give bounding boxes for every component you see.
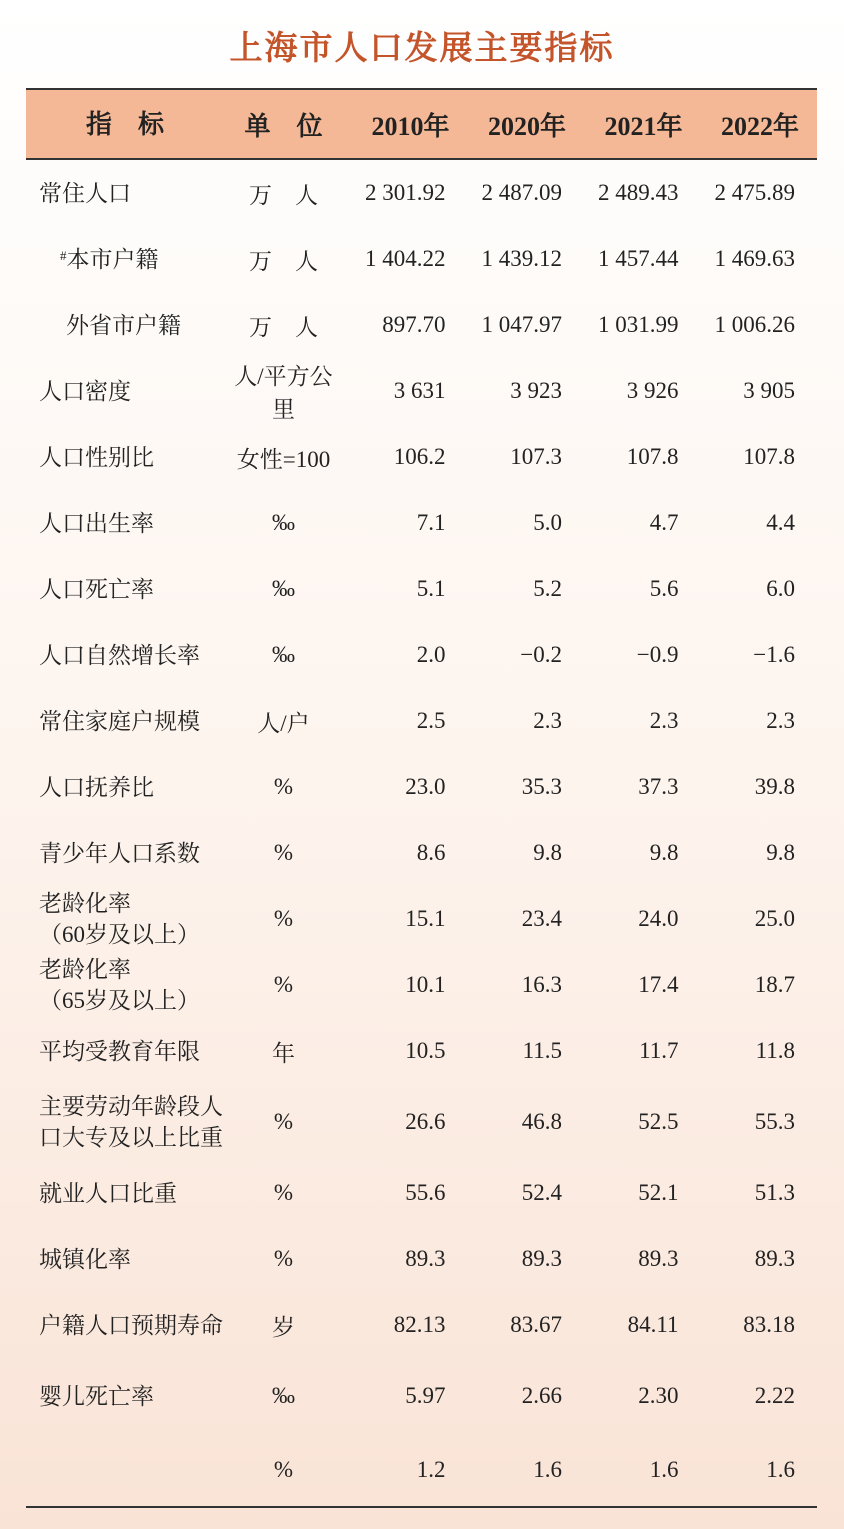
row-value: 39.8 (754, 774, 795, 799)
table-row (26, 820, 817, 886)
row-value: 2.66 (521, 1383, 562, 1408)
row-indicator (26, 1381, 226, 1412)
header-indicator: 指 标 (86, 109, 165, 139)
row-value: 24.0 (638, 906, 679, 931)
row-value: 17.4 (638, 972, 679, 997)
row-unit: 万 人 (249, 314, 318, 340)
row-unit: 人/户 (257, 710, 310, 736)
row-value: 4.7 (649, 510, 679, 535)
row-value: 3 926 (626, 378, 679, 403)
row-value: 15.1 (405, 906, 446, 931)
row-unit: % (273, 906, 294, 931)
row-value: 1.2 (416, 1457, 446, 1482)
row-value: 46.8 (521, 1109, 562, 1134)
row-value: 23.0 (405, 774, 446, 799)
table-header (26, 90, 817, 160)
table-row (26, 1018, 817, 1084)
indicator-name: 人口性别比 (39, 444, 154, 470)
row-value: 4.4 (766, 510, 795, 535)
row-value: 107.8 (743, 444, 795, 469)
row-value: 3 631 (393, 378, 446, 403)
table-row (26, 886, 817, 952)
row-value: 5.2 (533, 576, 562, 601)
row-indicator (26, 838, 226, 869)
row-value: 2.5 (416, 708, 446, 733)
row-value: 9.8 (533, 840, 562, 865)
row-value: 3 923 (510, 378, 562, 403)
row-indicator (26, 1091, 226, 1153)
table-row (26, 556, 817, 622)
row-value: 55.6 (405, 1180, 446, 1205)
row-value: 2.0 (416, 642, 446, 667)
row-indicator (26, 1310, 226, 1341)
row-unit: 年 (272, 1040, 295, 1066)
table-body (26, 160, 817, 1506)
row-indicator (26, 772, 226, 803)
table-row (26, 490, 817, 556)
header-year: 2020年 (487, 111, 566, 141)
row-value: 9.8 (766, 840, 795, 865)
row-value: 107.8 (626, 444, 679, 469)
row-unit: 岁 (272, 1314, 295, 1340)
row-value: 1 047.97 (481, 312, 562, 337)
row-unit: % (273, 1457, 294, 1482)
row-unit: % (273, 1246, 294, 1271)
row-unit: ‰ (272, 1383, 295, 1408)
indicator-name: 常住人口 (39, 180, 131, 206)
table-row (26, 688, 817, 754)
row-value: 1 031.99 (598, 312, 679, 337)
row-indicator (26, 508, 226, 539)
row-value: 2 301.92 (365, 180, 446, 205)
row-indicator (26, 1178, 226, 1209)
row-value: 35.3 (521, 774, 562, 799)
row-value: 16.3 (521, 972, 562, 997)
row-value: 55.3 (754, 1109, 795, 1134)
row-unit: 万 人 (249, 248, 318, 274)
page-title: 上海市人口发展主要指标 (229, 28, 615, 67)
row-value: 1 457.44 (598, 246, 679, 271)
row-value: 897.70 (382, 312, 446, 337)
indicator-name: 人口抚养比 (39, 774, 154, 800)
indicator-name: 人口自然增长率 (39, 642, 200, 668)
indicator-name: 人口密度 (39, 378, 131, 404)
row-unit: ‰ (272, 642, 295, 667)
row-unit: % (273, 840, 294, 865)
indicator-name-line2: 口大专及以上比重 (39, 1125, 223, 1150)
indicator-name: 外省市户籍 (66, 312, 181, 338)
indicator-name: 主要劳动年龄段人 (39, 1094, 223, 1119)
row-unit: ‰ (272, 510, 295, 535)
row-value: 1.6 (766, 1457, 795, 1482)
row-indicator (26, 888, 226, 950)
row-indicator (26, 640, 226, 671)
table-row (26, 1358, 817, 1434)
indicator-name: 就业人口比重 (39, 1180, 177, 1206)
row-value: 82.13 (393, 1312, 446, 1337)
row-value: 1 439.12 (481, 246, 562, 271)
row-value: 1 469.63 (714, 246, 795, 271)
row-value: 2.30 (638, 1383, 679, 1408)
row-indicator (26, 1244, 226, 1275)
row-indicator (26, 376, 226, 407)
indicator-name-line2: （65岁及以上） (39, 988, 200, 1013)
row-indicator (26, 178, 226, 209)
table-row (26, 160, 817, 226)
row-value: 2 487.09 (481, 180, 562, 205)
row-value: 52.5 (638, 1109, 679, 1134)
table-row (26, 358, 817, 424)
header-year: 2022年 (720, 111, 799, 141)
row-value: 26.6 (405, 1109, 446, 1134)
row-value: 11.7 (639, 1038, 679, 1063)
row-value: 10.1 (405, 972, 446, 997)
row-indicator (26, 244, 226, 275)
row-value: 8.6 (416, 840, 446, 865)
row-value: 18.7 (754, 972, 795, 997)
table-row (26, 754, 817, 820)
header-year: 2021年 (604, 111, 683, 141)
row-value: 11.8 (755, 1038, 795, 1063)
row-unit: % (273, 1180, 294, 1205)
row-value: 83.18 (743, 1312, 795, 1337)
indicator-name: 本市户籍 (66, 246, 159, 272)
row-value: 2 475.89 (714, 180, 795, 205)
table-row (26, 226, 817, 292)
row-value: 1.6 (533, 1457, 562, 1482)
row-value: 5.6 (649, 576, 679, 601)
row-value: 84.11 (627, 1312, 679, 1337)
row-value: 3 905 (743, 378, 795, 403)
indicator-name: 婴儿死亡率 (39, 1383, 154, 1409)
indicator-table (26, 88, 817, 1508)
row-value: 107.3 (510, 444, 562, 469)
row-value: 2.22 (754, 1383, 795, 1408)
row-indicator (26, 1036, 226, 1067)
row-indicator (26, 310, 226, 341)
table-row (26, 1292, 817, 1358)
row-indicator (26, 954, 226, 1016)
indicator-name: 人口死亡率 (39, 576, 154, 602)
row-value: 5.0 (533, 510, 562, 535)
row-value: −1.6 (753, 642, 795, 667)
row-value: 89.3 (638, 1246, 679, 1271)
indicator-name-line2: （60岁及以上） (39, 922, 200, 947)
row-value: 2.3 (649, 708, 679, 733)
row-value: 89.3 (521, 1246, 562, 1271)
row-value: 37.3 (638, 774, 679, 799)
row-value: 23.4 (521, 906, 562, 931)
row-unit: ‰ (272, 576, 295, 601)
table-row (26, 1226, 817, 1292)
row-unit: 万 人 (249, 182, 318, 208)
indicator-name: 老龄化率 (39, 957, 131, 982)
table-row (26, 1084, 817, 1160)
row-value: 5.1 (416, 576, 446, 601)
header-year: 2010年 (371, 111, 450, 141)
row-value: 25.0 (754, 906, 795, 931)
row-value: −0.9 (636, 642, 679, 667)
row-indicator (26, 706, 226, 737)
row-value: 52.1 (638, 1180, 679, 1205)
indicator-name: 户籍人口预期寿命 (39, 1312, 223, 1338)
row-value: 83.67 (510, 1312, 562, 1337)
row-value: 2.3 (766, 708, 795, 733)
row-value: 2.3 (533, 708, 562, 733)
row-unit: % (273, 1109, 294, 1134)
table-row (26, 622, 817, 688)
table-row (26, 292, 817, 358)
row-value: 1 404.22 (365, 246, 446, 271)
row-unit: 女性=100 (236, 446, 331, 472)
row-value: 2 489.43 (598, 180, 679, 205)
indicator-name: 常住家庭户规模 (39, 708, 200, 734)
table-row (26, 1434, 817, 1506)
indicator-name: 老龄化率 (39, 891, 131, 916)
row-indicator (26, 442, 226, 473)
row-value: 9.8 (649, 840, 679, 865)
row-unit: % (273, 774, 294, 799)
row-value: 51.3 (754, 1180, 795, 1205)
row-value: 5.97 (405, 1383, 446, 1408)
row-value: 1.6 (649, 1457, 679, 1482)
row-value: −0.2 (520, 642, 562, 667)
row-value: 10.5 (405, 1038, 446, 1063)
table-row (26, 1160, 817, 1226)
indicator-name: 平均受教育年限 (39, 1038, 200, 1064)
row-value: 6.0 (766, 576, 795, 601)
table-row (26, 424, 817, 490)
table-row (26, 952, 817, 1018)
indicator-name: 人口出生率 (39, 510, 154, 536)
footnote-mark: # (60, 247, 67, 263)
row-indicator (26, 574, 226, 605)
row-value: 7.1 (416, 510, 446, 535)
indicator-name: 城镇化率 (39, 1246, 131, 1272)
indicator-name: 青少年人口系数 (39, 840, 200, 866)
row-value: 106.2 (393, 444, 446, 469)
row-value: 52.4 (521, 1180, 562, 1205)
row-value: 1 006.26 (714, 312, 795, 337)
row-unit: 人/平方公里 (234, 364, 333, 422)
row-unit: % (273, 972, 294, 997)
header-unit: 单 位 (244, 111, 323, 141)
row-value: 11.5 (522, 1038, 562, 1063)
row-value: 89.3 (405, 1246, 446, 1271)
row-value: 89.3 (754, 1246, 795, 1271)
